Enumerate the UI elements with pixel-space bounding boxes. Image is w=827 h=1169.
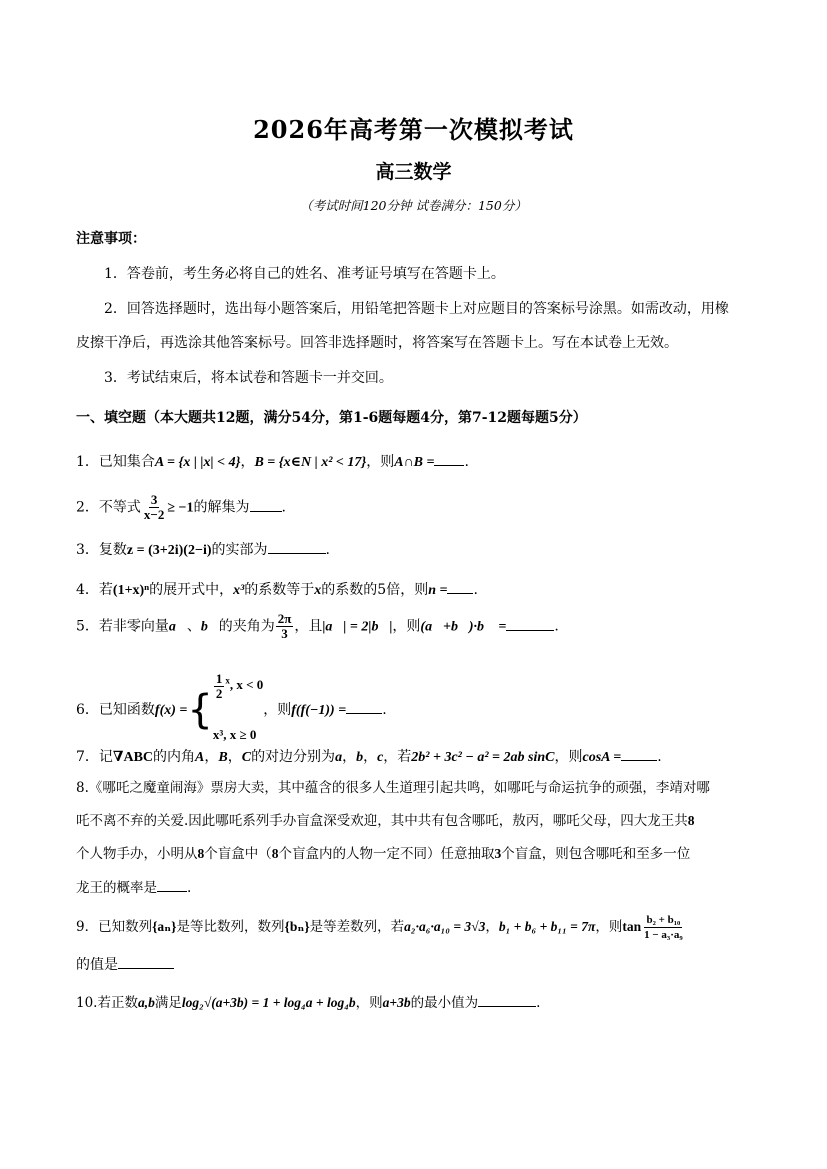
- question-8-line-3: [76, 844, 690, 864]
- q8-number: 8: [271, 846, 279, 861]
- q1-expr: A∩B =: [394, 455, 435, 470]
- q7-end: .: [657, 749, 662, 765]
- q5-end: .: [554, 618, 559, 635]
- q9-condition-2: b₁ + b₆ + b₁₁ = 7π: [498, 919, 596, 934]
- q6-end: .: [382, 702, 387, 718]
- q10-prefix: 10.若正数: [76, 995, 138, 1011]
- notes-heading: 注意事项：: [76, 231, 146, 247]
- q4-n: n =: [428, 583, 448, 598]
- section-1-heading: 一、填空题（本大题共12题，满分54分，第1-6题每题4分，第7-12题每题5分）: [76, 410, 587, 426]
- q7-angle-c: C: [241, 750, 252, 765]
- q10-mid-2: ，则: [355, 995, 383, 1011]
- answer-blank[interactable]: [118, 954, 174, 969]
- question-8-line-4: [76, 877, 191, 898]
- frac-numerator: 3: [150, 492, 158, 507]
- q6-expr: f(f(−1)) =: [291, 703, 347, 718]
- question-8-line-1: 8.《哪吒之魔童闹海》票房大卖，其中蕴含的很多人生道理引起共鸣，如哪吒与命运抗争的顽强，李靖对哪: [76, 780, 710, 796]
- q4-expr: (1+x)ⁿ: [112, 583, 150, 598]
- q9-sequence-a: {aₙ}: [152, 919, 177, 934]
- q4-x3: x³: [233, 583, 245, 598]
- q9-mid-1: 是等比数列，数列: [176, 919, 285, 935]
- question-9-line-2: [76, 954, 174, 975]
- frac-denominator: 3: [281, 626, 288, 641]
- q4-mid-2: 的系数等于: [244, 582, 315, 598]
- question-8-line-2: [76, 811, 695, 831]
- q2-fraction: [142, 493, 166, 522]
- q10-ab: a,b: [137, 995, 155, 1010]
- q6-cases: [213, 660, 263, 760]
- q1-suffix: ，则: [366, 454, 395, 470]
- q2-end: .: [281, 499, 286, 516]
- question-1: [76, 451, 469, 473]
- q8-line-4-text: 龙王的概率是: [76, 880, 157, 896]
- question-5: [76, 612, 559, 642]
- q10-suffix: 的最小值为: [410, 995, 479, 1011]
- q5-fraction: [276, 612, 294, 641]
- q5-vector-b: b⃗: [200, 619, 219, 635]
- note-item-1: 1．答卷前，考生务必将自己的姓名、准考证号填写在答题卡上。: [104, 266, 505, 282]
- question-6: [76, 660, 387, 760]
- q7-angle-a: A: [195, 750, 205, 765]
- q6-case-1: [213, 660, 263, 710]
- answer-blank[interactable]: [157, 877, 187, 892]
- exam-subtitle: 高三数学: [375, 161, 452, 183]
- question-2: [76, 493, 286, 523]
- answer-blank[interactable]: [268, 539, 326, 554]
- q8-number: 8: [197, 846, 205, 861]
- q6-suffix: ，则: [263, 702, 292, 718]
- q9-line-2-text: 的值是: [76, 957, 118, 973]
- q9-condition-1: a₂·a₆·a₁₀ = 3√3: [404, 919, 486, 934]
- q8-text: 个人物手办，小明从: [76, 846, 198, 862]
- q8-end: .: [187, 880, 192, 896]
- q7-mid-2: 的对边分别为: [251, 749, 336, 765]
- question-10: [76, 992, 540, 1013]
- q5-condition: |a⃗| = 2|b⃗|: [322, 619, 393, 635]
- q4-mid-1: 的展开式中，: [149, 582, 234, 598]
- answer-blank[interactable]: [250, 497, 282, 512]
- q9-mid-2: 是等差数列，若: [309, 919, 405, 935]
- q9-mid-3: ，则: [595, 919, 623, 935]
- q9-tan: tan: [622, 919, 642, 934]
- q8-number: 8: [687, 813, 695, 828]
- q3-end: .: [325, 542, 330, 558]
- q1-set-a: A = {x | |x| < 4}: [154, 455, 241, 470]
- q6-case-2: x³, x ≥ 0: [212, 727, 257, 742]
- question-9: [76, 912, 686, 942]
- exam-info: （考试时间120分钟 试卷满分：150分）: [300, 198, 527, 213]
- question-7: 7．记∇ABC的内角A，B，C的对边分别为a，b，c，若2b² + 3c² − a² = 2ab sinC，则cosA = .: [76, 746, 662, 768]
- q5-vector-a: a⃗: [168, 619, 187, 635]
- q9-sequence-b: {bₙ}: [284, 919, 310, 934]
- frac-numerator: 1: [215, 670, 223, 686]
- q4-mid-3: 的系数的5倍，则: [321, 582, 429, 598]
- q6-case-1-exponent: x: [225, 675, 230, 686]
- q3-suffix: 的实部为: [211, 542, 268, 558]
- q1-sep: ，: [240, 454, 255, 470]
- q7-angle-b: B: [218, 750, 228, 765]
- note-item-3: 3．考试结束后，将本试卷和答题卡一并交回。: [104, 370, 393, 386]
- q4-end: .: [473, 582, 478, 598]
- q7-mid-4: ，则: [554, 749, 583, 765]
- answer-blank[interactable]: [447, 579, 473, 594]
- q8-text: 个盲盒，则包含哪吒和至多一位: [501, 846, 691, 862]
- q6-fx: f(x) =: [154, 703, 188, 718]
- note-item-2-line-1: 2．回答选择题时，选出每小题答案后，用铅笔把答题卡上对应题目的答案标号涂黑。如需改动，用橡: [104, 301, 729, 317]
- frac-denominator: 2: [215, 685, 223, 701]
- q10-mid-1: 满足: [154, 995, 182, 1011]
- q5-expr: (a⃗+b⃗)·b⃗ =: [420, 619, 507, 635]
- q3-prefix: 3．复数: [76, 542, 127, 558]
- q1-end: .: [464, 454, 469, 470]
- q5-mid-3: ，则: [392, 618, 421, 635]
- q7-side-b: b: [356, 750, 364, 765]
- q9-fraction: [642, 913, 685, 942]
- q6-case-1-condition: , x < 0: [229, 677, 264, 692]
- frac-numerator: 2π: [277, 611, 292, 626]
- q6-base-fraction: [214, 672, 225, 701]
- q5-mid-1: 的夹角为: [218, 618, 275, 635]
- q4-x: x: [314, 583, 322, 598]
- q10-end: .: [536, 995, 541, 1011]
- q7-side-c: c: [377, 750, 384, 765]
- q7-prefix: 7．记: [76, 749, 113, 765]
- q6-prefix: 6．已知函数: [76, 702, 155, 718]
- q4-prefix: 4．若: [76, 582, 113, 598]
- question-4: [76, 579, 478, 601]
- q7-triangle: ∇ABC: [112, 750, 154, 765]
- brace-icon: {: [187, 687, 213, 733]
- answer-blank[interactable]: [506, 616, 554, 631]
- question-3: [76, 539, 330, 561]
- answer-blank[interactable]: [621, 746, 657, 761]
- q7-equation: 2b² + 3c² − a² = 2ab sinC: [411, 750, 555, 765]
- q7-side-a: a: [335, 750, 343, 765]
- frac-denominator: x−2: [143, 507, 165, 522]
- q5-prefix: 5．若非零向量: [76, 618, 169, 635]
- q8-text: 个盲盒内的人物一定不同）任意抽取: [278, 846, 495, 862]
- q1-prefix: 1．已知集合: [76, 454, 155, 470]
- q1-set-b: B = {x∈N | x² < 17}: [254, 455, 367, 470]
- q2-inequality: ≥ −1: [167, 500, 194, 516]
- q5-mid-2: ，且: [294, 618, 323, 635]
- q2-suffix: 的解集为: [193, 499, 250, 516]
- answer-blank[interactable]: [478, 992, 536, 1007]
- q7-mid-1: 的内角: [153, 749, 196, 765]
- q6-piecewise: [187, 660, 263, 760]
- q8-line-2-text: 吒不离不弃的关爱.因此哪吒系列手办盲盒深受欢迎，其中共有包含哪吒，敖丙，哪吒父母，四大龙王共: [76, 813, 688, 829]
- q8-text: 个盲盒中（: [204, 846, 272, 862]
- answer-blank[interactable]: [434, 451, 464, 466]
- q10-expr: a+3b: [382, 995, 411, 1010]
- q9-prefix: 9．已知数列: [76, 919, 153, 935]
- q3-expr: z = (3+2i)(2−i): [126, 543, 212, 558]
- frac-denominator: 1 − a₃·a₉: [644, 929, 683, 941]
- q8-number: 3: [494, 846, 502, 861]
- q9-sep: ，: [485, 919, 499, 935]
- frac-numerator: b₂ + b₁₀: [646, 914, 681, 926]
- exam-title: 2026年高考第一次模拟考试: [253, 115, 574, 144]
- q2-prefix: 2．不等式: [76, 499, 141, 516]
- q7-mid-3: ，若: [383, 749, 412, 765]
- answer-blank[interactable]: [346, 699, 382, 714]
- q10-equation: log₂√(a+3b) = 1 + log₄a + log₄b: [181, 995, 356, 1010]
- note-item-2-line-2: 皮擦干净后，再选涂其他答案标号。回答非选择题时，将答案写在答题卡上。写在本试卷上无效。: [76, 335, 678, 351]
- q7-expr: cosA =: [582, 750, 622, 765]
- q5-sep: 、: [186, 618, 201, 635]
